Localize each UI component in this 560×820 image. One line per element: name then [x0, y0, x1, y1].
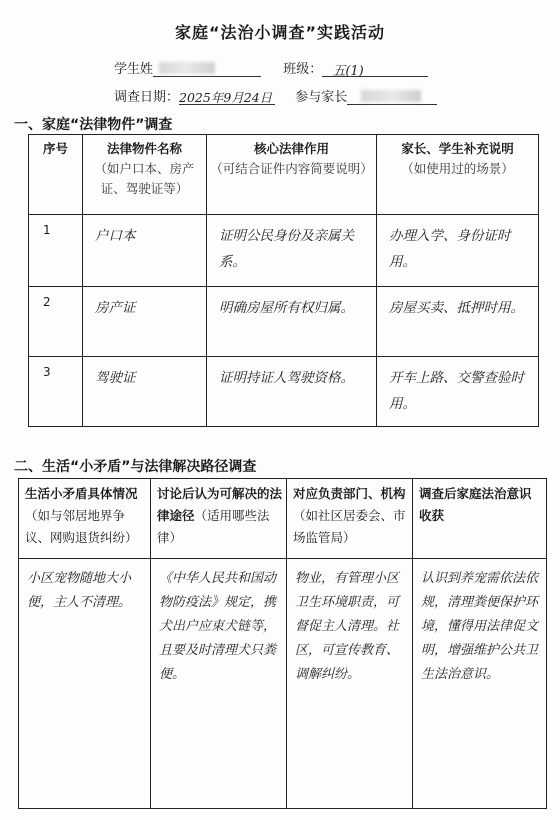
parent-field	[347, 88, 437, 105]
table-row	[29, 287, 539, 357]
table-row	[19, 559, 547, 809]
legal-items-table	[28, 134, 539, 427]
redacted-name	[159, 62, 215, 74]
row-legal-role: 明确房屋所有权归属。	[207, 287, 377, 357]
student-name-field	[153, 60, 261, 77]
row-no: 1	[29, 215, 83, 287]
section1-title: 一、家庭“法律物件”调查	[14, 117, 173, 133]
legal-path-cell: 《中华人民共和国动物防疫法》规定，携犬出户应束犬链等，且要及时清理犬只粪便。	[151, 559, 287, 809]
parent-label: 参与家长	[295, 90, 348, 105]
survey-info-row	[114, 86, 437, 105]
table1-header-row	[29, 135, 539, 215]
row-item-name: 驾驶证	[83, 357, 207, 427]
row-no: 2	[29, 287, 83, 357]
redacted-parent	[361, 90, 421, 102]
row-legal-role: 证明公民身份及亲属关系。	[207, 215, 377, 287]
gain-cell: 认识到养宠需依法依规，清理粪便保护环境，懂得用法律促文明，增强维护公共卫生法治意识。	[413, 559, 547, 809]
section2-title: 二、生活“小矛盾”与法律解决路径调查	[14, 459, 257, 475]
header-gain: 调查后家庭法治意识收获	[413, 479, 547, 559]
table-row	[29, 357, 539, 427]
header-no: 序号	[29, 135, 83, 215]
header-item-name: 法律物件名称 （如户口本、房产证、驾驶证等）	[83, 135, 207, 215]
row-no: 3	[29, 357, 83, 427]
situation-cell: 小区宠物随地大小便，主人不清理。	[19, 559, 151, 809]
header-legal-role: 核心法律作用 （可结合证件内容简要说明）	[207, 135, 377, 215]
row-item-name: 房产证	[83, 287, 207, 357]
row-note: 办理入学、身份证时用。	[377, 215, 539, 287]
table-row	[29, 215, 539, 287]
date-value: 2025年9月24日	[179, 88, 275, 105]
header-legal-path: 讨论后认为可解决的法律途径（适用哪些法律）	[151, 479, 287, 559]
header-situation: 生活小矛盾具体情况 （如与邻居地界争议、网购退货纠纷）	[19, 479, 151, 559]
student-info-row	[114, 58, 428, 77]
class-value: 五(1)	[322, 60, 428, 77]
conflict-survey-table	[18, 478, 547, 809]
student-name-label: 学生姓	[114, 62, 154, 77]
page-title: 家庭“法治小调查”实践活动	[174, 23, 386, 42]
class-label: 班级：	[283, 62, 323, 77]
row-note: 开车上路、交警查验时用。	[377, 357, 539, 427]
header-department: 对应负责部门、机构 （如社区居委会、市场监管局）	[287, 479, 413, 559]
row-item-name: 户口本	[83, 215, 207, 287]
department-cell: 物业，有管理小区卫生环境职责，可督促主人清理。社区，可宣传教育、调解纠纷。	[287, 559, 413, 809]
table2-header-row	[19, 479, 547, 559]
date-label: 调查日期：	[114, 90, 180, 105]
row-legal-role: 证明持证人驾驶资格。	[207, 357, 377, 427]
header-notes: 家长、学生补充说明 （如使用过的场景）	[377, 135, 539, 215]
row-note: 房屋买卖、抵押时用。	[377, 287, 539, 357]
